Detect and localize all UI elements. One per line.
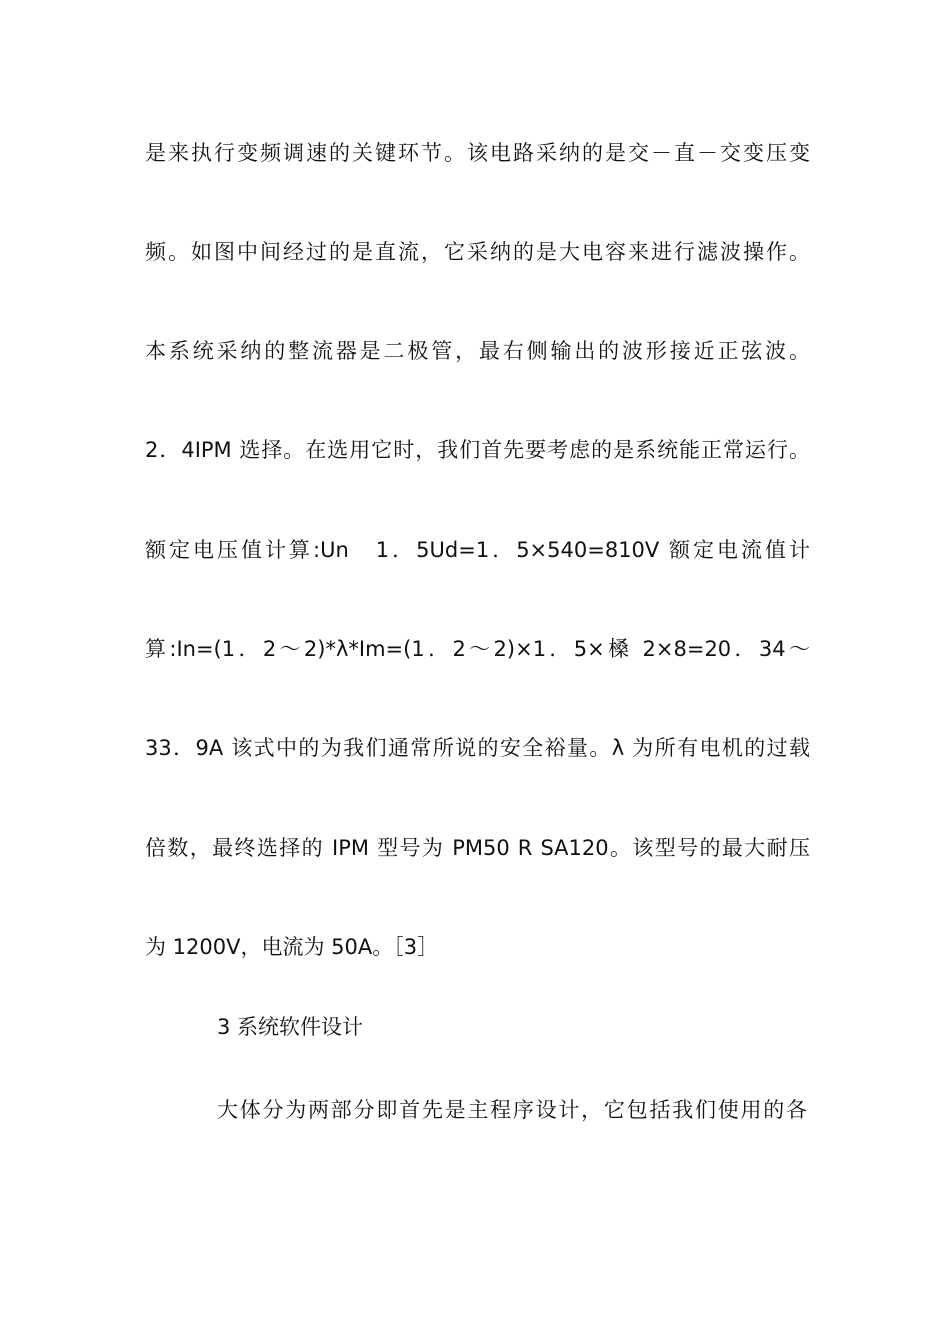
body-line-5: 额定电压值计算:Un 1．5Ud=1．5×540=810V 额定电流值计: [145, 538, 810, 562]
body-line-4: 2．4IPM 选择。在选用它时，我们首先要考虑的是系统能正常运行。: [145, 438, 810, 462]
body-line-9: 为 1200V，电流为 50A。［3］: [145, 935, 439, 959]
body-line-1: 是来执行变频调速的关键环节。该电路采纳的是交－直－交变压变: [145, 141, 810, 165]
body-line-2: 频。如图中间经过的是直流，它采纳的是大电容来进行滤波操作。: [145, 240, 810, 264]
paragraph-line: 大体分为两部分即首先是主程序设计，它包括我们使用的各: [217, 1098, 807, 1122]
body-line-3: 本系统采纳的整流器是二极管，最右侧输出的波形接近正弦波。: [145, 339, 810, 363]
body-line-7: 33．9A 该式中的为我们通常所说的安全裕量。λ 为所有电机的过载: [145, 736, 810, 760]
body-line-6: 算:In=(1．2～2)*λ*Im=(1．2～2)×1．5×槡 2×8=20．34～: [145, 637, 810, 661]
body-line-8: 倍数，最终选择的 IPM 型号为 PM50 R SA120。该型号的最大耐压: [145, 836, 810, 860]
section-heading: 3 系统软件设计: [217, 1015, 364, 1039]
